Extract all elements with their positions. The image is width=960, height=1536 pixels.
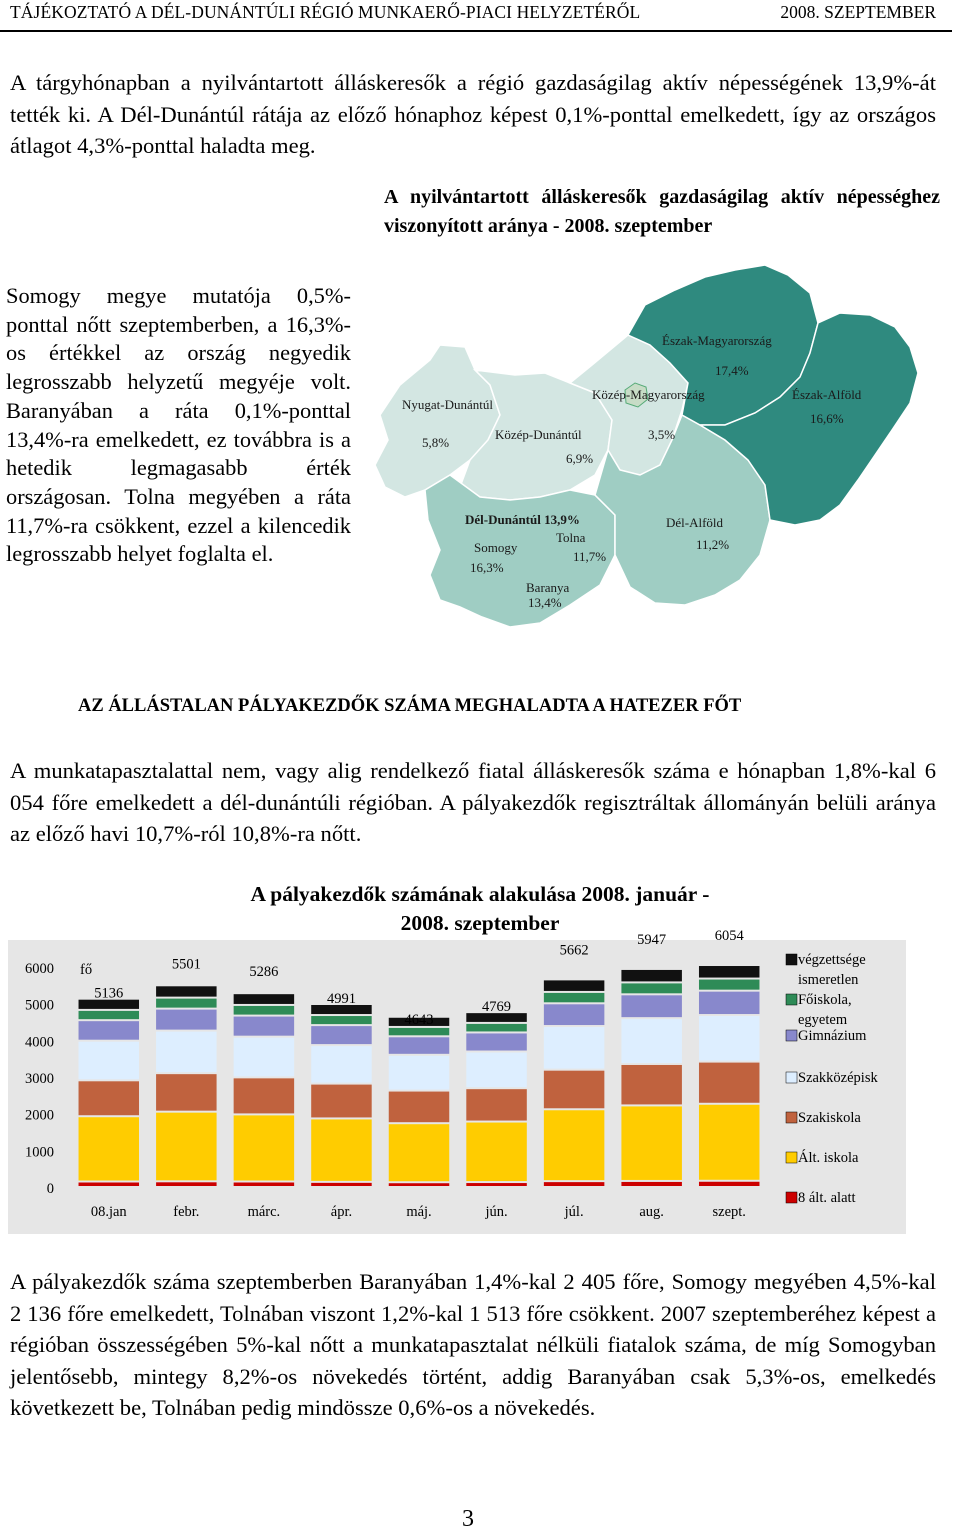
bar-segment xyxy=(544,1004,604,1025)
bar-segment xyxy=(389,1092,449,1123)
bar-segment xyxy=(234,1006,294,1015)
x-tick-label: aug. xyxy=(639,1204,664,1220)
bar-segment xyxy=(621,1019,681,1063)
bar-segment xyxy=(699,1016,759,1061)
y-tick-label: 5000 xyxy=(25,997,54,1014)
bar-segment xyxy=(79,1042,139,1080)
x-tick-label: szept. xyxy=(712,1204,746,1220)
total-label: 4991 xyxy=(326,990,356,1007)
bar-segment xyxy=(389,1183,449,1186)
x-tick-label: ápr. xyxy=(330,1204,353,1220)
bar-segment xyxy=(389,1037,449,1054)
header-title: TÁJÉKOZTATÓ A DÉL-DUNÁNTÚLI RÉGIÓ MUNKAERŐ-PIACI HELYZETÉRŐL xyxy=(10,2,641,22)
bar-segment xyxy=(156,986,216,996)
bar-segment xyxy=(156,1074,216,1111)
legend-label: végzettsége ismeretlen xyxy=(798,952,866,988)
bar-segment xyxy=(79,1183,139,1187)
value-tolna: 11,7% xyxy=(573,549,607,564)
legend-swatch xyxy=(786,954,797,965)
header-rule xyxy=(0,30,952,32)
regional-map xyxy=(370,265,930,635)
total-label: 4643 xyxy=(404,1011,434,1028)
bar-segment xyxy=(79,1011,139,1019)
bar-segment xyxy=(544,1027,604,1069)
bar-segment xyxy=(234,1017,294,1036)
label-del-dunantul: Dél-Dunántúl 13,9% xyxy=(465,512,580,527)
label-del-alfold: Dél-Alföld xyxy=(666,515,724,530)
bar-segment xyxy=(234,1078,294,1113)
intro-paragraph: A tárgyhónapban a nyilvántartott álláskeresők a régió gazdaságilag aktív népességének 13,9%-át tették ki. A Dél-Dunántúl rátája az előző hónaphoz képest 0,1%-ponttal emelkedett, így az országos átlagot 4,3%-ponttal haladta meg. xyxy=(10,70,936,158)
bar-segment xyxy=(466,1053,526,1088)
y-tick-label: 2000 xyxy=(25,1107,54,1124)
bar-segment xyxy=(621,983,681,993)
bar-segment xyxy=(156,1182,216,1186)
x-tick-label: 08.jan xyxy=(90,1204,127,1220)
value-somogy: 16,3% xyxy=(470,560,504,575)
bar-segment xyxy=(234,1183,294,1187)
bar-segment xyxy=(79,1021,139,1040)
bar-segment xyxy=(621,1182,681,1186)
closing-paragraph: A pályakezdők száma szeptemberben Baranyában 1,4%-kal 2 405 főre, Somogy megyében 4,5%-kal 2 136 főre emelkedett, Tolnában viszont 1,2%-kal 1 513 főre csökkent. 2007 szeptemberéhez képest a régióban összességében 5%-kal nőtt a munkatapasztalat nélküli fiatalok száma, de míg Somogyban jelentősebb, mintegy 8,2%-os növekedés történt, addig Baranyában csak 5,3%-os, emelkedés következett be, Tolnában pedig mindössze 0,6%-os a növekedés. xyxy=(10,1269,936,1420)
y-axis-label: fő xyxy=(80,962,93,978)
bar-segment xyxy=(311,1026,371,1044)
header-date: 2008. SZEPTEMBER xyxy=(780,2,936,22)
y-tick-label: 6000 xyxy=(25,961,54,977)
page-number: 3 xyxy=(462,1506,474,1532)
total-label: 4769 xyxy=(482,999,512,1016)
bar-segment xyxy=(311,1046,371,1083)
chart-area xyxy=(8,928,908,1236)
bar-segment xyxy=(311,1085,371,1118)
bar-segment xyxy=(234,1115,294,1180)
total-label: 6054 xyxy=(714,928,744,945)
bar-segment xyxy=(621,1106,681,1180)
total-label: 5947 xyxy=(637,931,667,948)
bar-segment xyxy=(544,993,604,1002)
legend-label: Szakközépisk xyxy=(798,1070,878,1086)
value-kozep-magyarorszag: 3,5% xyxy=(648,427,676,442)
x-tick-label: márc. xyxy=(247,1204,281,1220)
legend-swatch xyxy=(786,1112,797,1123)
label-eszak-alfold: Észak-Alföld xyxy=(792,387,862,402)
bar-segment xyxy=(621,995,681,1017)
x-tick-label: febr. xyxy=(173,1204,200,1220)
label-tolna: Tolna xyxy=(556,530,586,545)
section-paragraph: A munkatapasztalattal nem, vagy alig rendelkező fiatal álláskeresők száma e hónapban 1,8%-kal 6 054 főre emelkedett a dél-dunántúli régióban. A pályakezdők regisztráltak állományán belüli aránya az előző havi 10,7%-ról 10,8%-ra nőtt. xyxy=(10,758,936,846)
x-tick-label: jún. xyxy=(485,1204,508,1220)
y-tick-label: 1000 xyxy=(25,1144,54,1161)
label-baranya: Baranya xyxy=(526,580,570,595)
legend-swatch xyxy=(786,1072,797,1083)
x-tick-label: máj. xyxy=(406,1204,432,1220)
bar-segment xyxy=(466,1033,526,1050)
value-del-alfold: 11,2% xyxy=(696,537,730,552)
section-title: AZ ÁLLÁSTALAN PÁLYAKEZDŐK SZÁMA MEGHALADTA A HATEZER FŐT xyxy=(78,696,742,716)
bar-segment xyxy=(79,1081,139,1115)
legend-swatch xyxy=(786,1030,797,1041)
bar-segment xyxy=(699,966,759,978)
legend-swatch xyxy=(786,1152,797,1163)
x-axis xyxy=(91,1204,746,1220)
y-tick-label: 3000 xyxy=(25,1071,54,1087)
bar-segment xyxy=(389,1056,449,1090)
bar-segment xyxy=(79,1117,139,1180)
bar-segment xyxy=(156,1010,216,1030)
total-label: 5501 xyxy=(171,956,201,973)
total-label: 5136 xyxy=(94,985,124,1002)
legend-label: Gimnázium xyxy=(798,1028,867,1044)
bar-segment xyxy=(466,1123,526,1182)
bar-segment xyxy=(699,1063,759,1103)
bar-segment xyxy=(311,1016,371,1024)
bar-segment xyxy=(699,992,759,1014)
value-nyugat-dunantul: 5,8% xyxy=(422,435,450,450)
y-tick-label: 0 xyxy=(46,1181,54,1197)
label-kozep-magyarorszag: Közép-Magyarország xyxy=(592,387,705,402)
bar-segment xyxy=(156,1113,216,1181)
bar-segment xyxy=(544,1182,604,1186)
bar-segment xyxy=(621,970,681,981)
value-eszak-alfold: 16,6% xyxy=(810,411,844,426)
value-eszak-magyarorszag: 17,4% xyxy=(715,363,749,378)
bar-segment xyxy=(621,1065,681,1104)
legend-label: Ált. iskola xyxy=(798,1150,859,1166)
bar-segment xyxy=(389,1028,449,1035)
bar-segment xyxy=(699,1105,759,1180)
bar-segment xyxy=(544,1071,604,1109)
legend-swatch xyxy=(786,994,797,1005)
label-kozep-dunantul: Közép-Dunántúl xyxy=(495,427,582,442)
bar-segment xyxy=(156,1032,216,1073)
bar-segment xyxy=(544,980,604,991)
legend-label: Főiskola, egyetem xyxy=(798,992,852,1028)
value-baranya: 13,4% xyxy=(528,595,562,610)
chart-background xyxy=(8,940,906,1234)
legend-label: 8 ált. alatt xyxy=(798,1190,856,1206)
side-paragraph: Somogy megye mutatója 0,5%-ponttal nőtt szeptemberben, a 16,3%-os értékkel az ország negyedik legrosszabb helyzetű megyéje volt. Baranyában a ráta 0,1%-ponttal 13,4%-ra emelkedett, ez továbbra is a hetedik legmagasabb érték országosan. Tolna megyében a ráta 11,7%-ra csökkent, ezzel a kilencedik legrosszabb helyet foglalta el. xyxy=(6,283,351,567)
bar-segment xyxy=(311,1183,371,1186)
bar-segment xyxy=(544,1110,604,1180)
bar-segment xyxy=(699,980,759,990)
bar-segment xyxy=(466,1024,526,1032)
label-somogy: Somogy xyxy=(474,540,518,555)
page-header xyxy=(0,0,960,30)
bar-segment xyxy=(699,1182,759,1186)
bar-segment xyxy=(311,1119,371,1180)
chart-title: A pályakezdők számának alakulása 2008. január - 2008. szeptember xyxy=(250,882,710,935)
bar-segment xyxy=(466,1089,526,1120)
bar-segment xyxy=(156,999,216,1008)
legend-label: Szakiskola xyxy=(798,1110,861,1126)
legend-swatch xyxy=(786,1192,797,1203)
total-label: 5286 xyxy=(249,964,279,981)
bar-segment xyxy=(466,1183,526,1186)
bar-segment xyxy=(234,994,294,1004)
x-tick-label: júl. xyxy=(564,1204,584,1220)
map-title: A nyilvántartott álláskeresők gazdaságilag aktív népességhez viszonyított aránya - 2008. szeptember xyxy=(384,186,940,237)
label-eszak-magyarorszag: Észak-Magyarország xyxy=(662,333,772,348)
bar-segment xyxy=(389,1124,449,1181)
total-label: 5662 xyxy=(559,942,589,959)
y-tick-label: 4000 xyxy=(25,1034,54,1051)
label-nyugat-dunantul: Nyugat-Dunántúl xyxy=(402,397,493,412)
value-kozep-dunantul: 6,9% xyxy=(566,451,594,466)
bar-segment xyxy=(234,1038,294,1077)
